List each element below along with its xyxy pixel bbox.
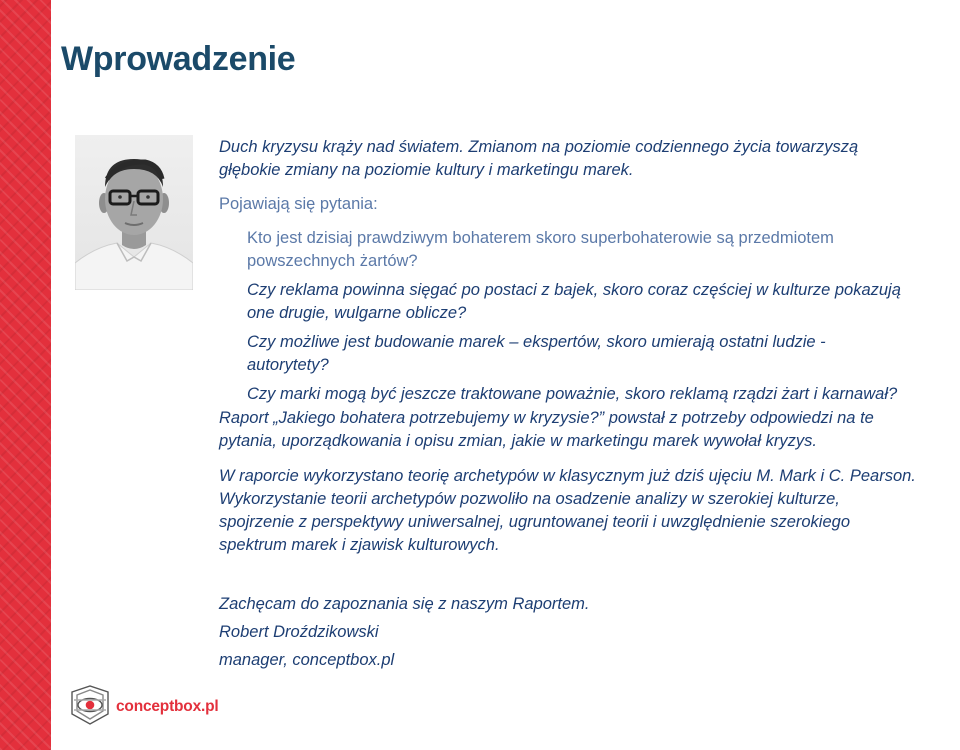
conceptbox-logo (68, 684, 228, 728)
signoff-invite: Zachęcam do zapoznania się z naszym Raportem. (219, 595, 590, 613)
logo-text: conceptbox.pl (116, 698, 219, 715)
author-portrait-photo (75, 135, 193, 290)
question-item: Czy możliwe jest budowanie marek – ekspertów, skoro umierają ostatni ludzie - autorytety? (247, 333, 826, 374)
signoff (219, 590, 959, 674)
theory-paragraph: W raporcie wykorzystano teorię archetypów w klasycznym już dziś ujęciu M. Mark i C. Pearson. Wykorzystanie teorii archetypów pozwoliło na osadzenie analizy w szerokiej kulturze, spojrzenie z perspektywy uniwersalnej, ugruntowanej teorii i uwzględnienie szerokiego spektrum marek i zjawisk kulturowych. (219, 467, 916, 554)
signoff-role: manager, conceptbox.pl (219, 651, 395, 669)
question-item: Czy reklama powinna sięgać po postaci z bajek, skoro coraz częściej w kulturze pokazują one drugie, wulgarne oblicze? (247, 281, 901, 322)
slide-title: Wprowadzenie (61, 40, 296, 78)
report-paragraph: Raport „Jakiego bohatera potrzebujemy w kryzysie?” powstał z potrzeby odpowiedzi na te pytania, uporządkowania i opisu zmian, jakie w marketingu marek wywołał kryzys. (219, 409, 874, 450)
conceptbox-eye-logo-icon (68, 684, 112, 728)
slide-body (219, 136, 959, 674)
intro-paragraph: Duch kryzysu krąży nad światem. Zmianom na poziomie codziennego życia towarzyszą głębokie zmiany na poziomie kultury i marketingu marek. (219, 138, 859, 179)
question-item: Czy marki mogą być jeszcze traktowane poważnie, skoro reklamą rządzi żart i karnawał? (247, 385, 898, 403)
decorative-red-sidebar (0, 0, 51, 750)
signoff-name: Robert Droździkowski (219, 623, 379, 641)
questions-heading: Pojawiają się pytania: (219, 195, 378, 213)
question-item: Kto jest dzisiaj prawdziwym bohaterem skoro superbohaterowie są przedmiotem powszechnych żartów? (247, 229, 834, 270)
